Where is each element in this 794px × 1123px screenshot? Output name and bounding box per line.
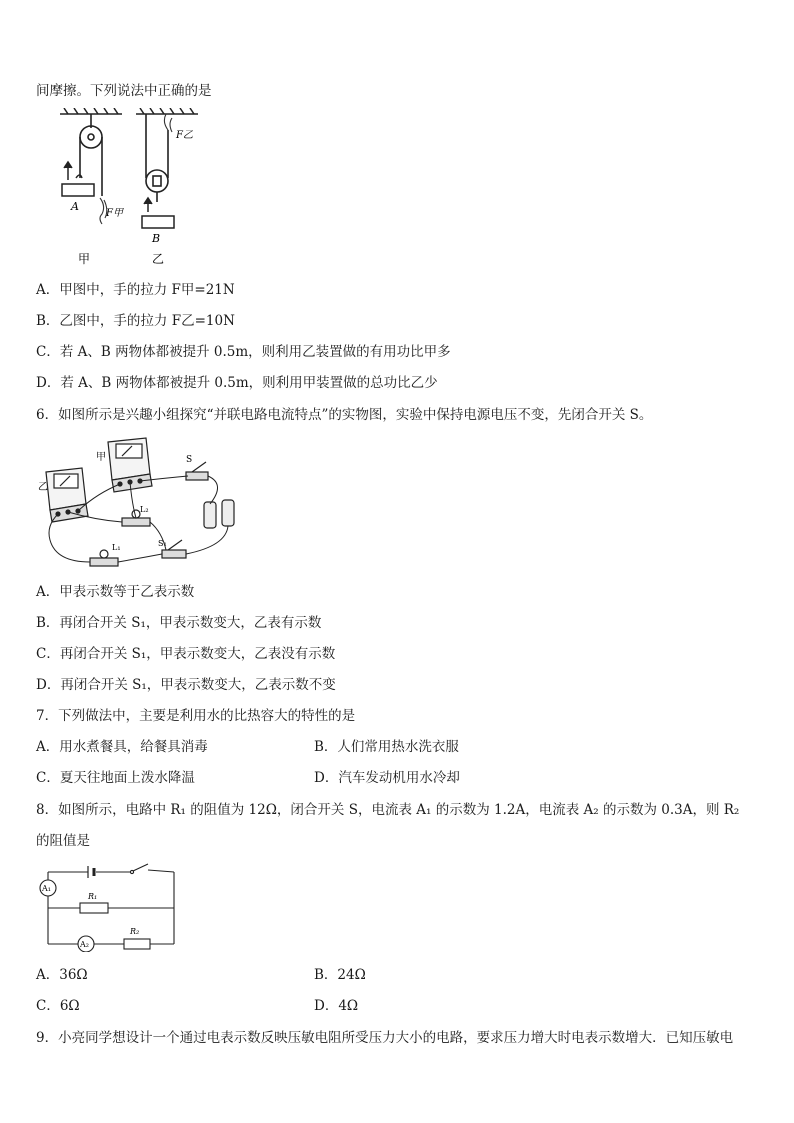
q5-intro: 间摩擦。下列说法中正确的是 [36,83,212,99]
hand-right-icon [164,114,172,132]
movable-pulley [146,114,168,202]
label-f-jia: F甲 [106,208,123,219]
q7-stem: 7．下列做法中，主要是利用水的比热容大的特性的是 [36,708,356,724]
q7-option-b: B．人们常用热水洗衣服 [314,739,459,755]
q8-stem-line2: 的阻值是 [36,833,90,849]
ceiling-right [136,108,198,114]
label-l2: L₂ [140,505,149,514]
q5-option-c: C．若 A、B 两物体都被提升 0.5m，则利用乙装置做的有用功比甲多 [36,344,451,360]
label-a: A [71,200,79,213]
q7-option-d: D．汽车发动机用水冷却 [314,770,460,786]
resistor-r2 [124,939,150,949]
q8-circuit-figure [38,862,178,952]
q5-option-b: B．乙图中，手的拉力 F乙=10N [36,313,235,329]
q7-option-a: A．用水煮餐具，给餐具消毒 [36,739,208,755]
q6-option-d: D．再闭合开关 S₁，甲表示数变大，乙表示数不变 [36,677,336,693]
label-meter-jia: 甲 [96,452,106,463]
label-b: B [152,232,161,245]
label-r2: R₂ [130,927,140,936]
label-a1: A₁ [42,884,51,893]
parallel-circuit-figure [36,434,246,572]
battery [204,500,234,528]
label-switch-s: S [186,455,193,465]
q8-option-d: D．4Ω [314,998,359,1014]
caption-yi: 乙 [152,252,165,266]
resistor-r1 [80,903,108,913]
label-r1: R₁ [88,892,98,901]
lamp-l1 [90,550,118,566]
label-f-yi: F乙 [176,130,193,141]
block-a [62,162,94,196]
q6-stem: 6．如图所示是兴趣小组探究“并联电路电流特点”的实物图，实验中保持电源电压不变，先闭合开关 S。 [36,407,653,423]
switch-symbol [130,864,148,874]
q6-option-b: B．再闭合开关 S₁，甲表示数变大，乙表有示数 [36,615,322,631]
ceiling-left [60,108,122,114]
battery-symbol [88,866,94,878]
q7-option-c: C．夏天往地面上泼水降温 [36,770,195,786]
q8-option-a: A．36Ω [36,967,88,983]
q8-stem-line1: 8．如图所示，电路中 R₁ 的阻值为 12Ω，闭合开关 S，电流表 A₁ 的示数为 1.2A，电流表 A₂ 的示数为 0.3A，则 R₂ [36,802,740,818]
circuit-wires [48,870,174,944]
label-l1: L₁ [112,543,121,552]
pulley-figure [56,108,206,268]
q6-option-c: C．再闭合开关 S₁，甲表示数变大，乙表没有示数 [36,646,336,662]
caption-jia: 甲 [78,252,91,266]
q8-option-b: B．24Ω [314,967,366,983]
q8-option-c: C．6Ω [36,998,80,1014]
q5-option-a: A．甲图中，手的拉力 F甲=21N [36,282,235,298]
label-meter-yi: 乙 [38,482,48,493]
block-b [142,198,174,228]
q6-option-a: A．甲表示数等于乙表示数 [36,584,195,600]
ammeter-yi [46,468,88,522]
label-s1: S₁ [158,539,167,548]
q5-option-d: D．若 A、B 两物体都被提升 0.5m，则利用甲装置做的总功比乙少 [36,375,438,391]
q9-stem: 9．小亮同学想设计一个通过电表示数反映压敏电阻所受压力大小的电路，要求压力增大时电表示数增大．已知压敏电 [36,1030,734,1046]
label-a2: A₂ [80,940,89,949]
